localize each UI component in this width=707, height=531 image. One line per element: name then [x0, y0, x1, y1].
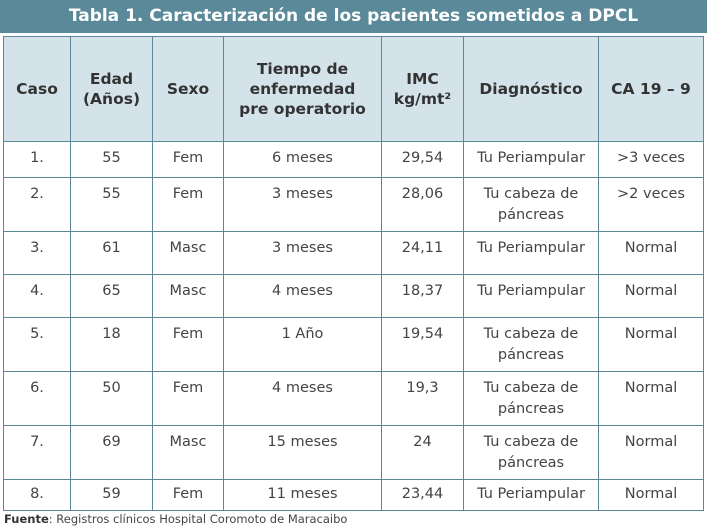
cell-imc: 24	[382, 426, 464, 480]
cell-sexo: Fem	[153, 318, 224, 372]
cell-tiempo: 15 meses	[224, 426, 382, 480]
cell-caso: 6.	[4, 372, 71, 426]
cell-diagnostico: Tu cabeza de páncreas	[464, 372, 599, 426]
cell-imc: 28,06	[382, 178, 464, 232]
cell-ca19-9: >2 veces	[599, 178, 704, 232]
cell-sexo: Masc	[153, 426, 224, 480]
cell-diagnostico: Tu Periampular	[464, 480, 599, 511]
cell-ca19-9: Normal	[599, 275, 704, 318]
header-caso: Caso	[4, 37, 71, 142]
cell-tiempo: 3 meses	[224, 232, 382, 275]
cell-diagnostico: Tu cabeza de páncreas	[464, 178, 599, 232]
cell-imc: 29,54	[382, 142, 464, 178]
cell-sexo: Masc	[153, 232, 224, 275]
header-diagnostico: Diagnóstico	[464, 37, 599, 142]
cell-caso: 2.	[4, 178, 71, 232]
source-label: Fuente	[4, 512, 49, 526]
cell-edad: 18	[71, 318, 153, 372]
cell-tiempo: 6 meses	[224, 142, 382, 178]
cell-ca19-9: Normal	[599, 426, 704, 480]
table-row	[4, 426, 704, 480]
cell-tiempo: 4 meses	[224, 275, 382, 318]
cell-caso: 4.	[4, 275, 71, 318]
cell-ca19-9: >3 veces	[599, 142, 704, 178]
cell-diagnostico: Tu Periampular	[464, 275, 599, 318]
cell-edad: 69	[71, 426, 153, 480]
cell-sexo: Fem	[153, 480, 224, 511]
cell-sexo: Fem	[153, 372, 224, 426]
table-row	[4, 480, 704, 511]
cell-sexo: Masc	[153, 275, 224, 318]
cell-diagnostico: Tu cabeza de páncreas	[464, 318, 599, 372]
cell-edad: 50	[71, 372, 153, 426]
cell-edad: 55	[71, 142, 153, 178]
cell-edad: 55	[71, 178, 153, 232]
cell-imc: 19,3	[382, 372, 464, 426]
header-ca19-9: CA 19 – 9	[599, 37, 704, 142]
cell-imc: 23,44	[382, 480, 464, 511]
cell-imc: 19,54	[382, 318, 464, 372]
cell-imc: 24,11	[382, 232, 464, 275]
table-title: Tabla 1. Caracterización de los pacientes sometidos a DPCL	[0, 0, 707, 33]
cell-ca19-9: Normal	[599, 318, 704, 372]
header-row	[4, 37, 704, 142]
cell-diagnostico: Tu cabeza de páncreas	[464, 426, 599, 480]
cell-ca19-9: Normal	[599, 480, 704, 511]
cell-tiempo: 1 Año	[224, 318, 382, 372]
header-imc: IMC kg/mt²	[382, 37, 464, 142]
patients-table	[3, 36, 704, 511]
cell-edad: 61	[71, 232, 153, 275]
table-row	[4, 372, 704, 426]
cell-imc: 18,37	[382, 275, 464, 318]
cell-tiempo: 11 meses	[224, 480, 382, 511]
cell-caso: 1.	[4, 142, 71, 178]
table-row	[4, 318, 704, 372]
header-edad: Edad (Años)	[71, 37, 153, 142]
cell-tiempo: 4 meses	[224, 372, 382, 426]
table-row	[4, 232, 704, 275]
source-note	[4, 512, 347, 526]
cell-caso: 5.	[4, 318, 71, 372]
cell-caso: 3.	[4, 232, 71, 275]
cell-caso: 7.	[4, 426, 71, 480]
header-tiempo: Tiempo de enfermedad pre operatorio	[224, 37, 382, 142]
cell-edad: 59	[71, 480, 153, 511]
cell-diagnostico: Tu Periampular	[464, 232, 599, 275]
source-text: : Registros clínicos Hospital Coromoto de Maracaibo	[48, 512, 348, 526]
cell-sexo: Fem	[153, 178, 224, 232]
cell-ca19-9: Normal	[599, 372, 704, 426]
table-row	[4, 275, 704, 318]
table-row	[4, 142, 704, 178]
table-row	[4, 178, 704, 232]
cell-ca19-9: Normal	[599, 232, 704, 275]
cell-diagnostico: Tu Periampular	[464, 142, 599, 178]
cell-sexo: Fem	[153, 142, 224, 178]
cell-tiempo: 3 meses	[224, 178, 382, 232]
cell-edad: 65	[71, 275, 153, 318]
cell-caso: 8.	[4, 480, 71, 511]
header-sexo: Sexo	[153, 37, 224, 142]
